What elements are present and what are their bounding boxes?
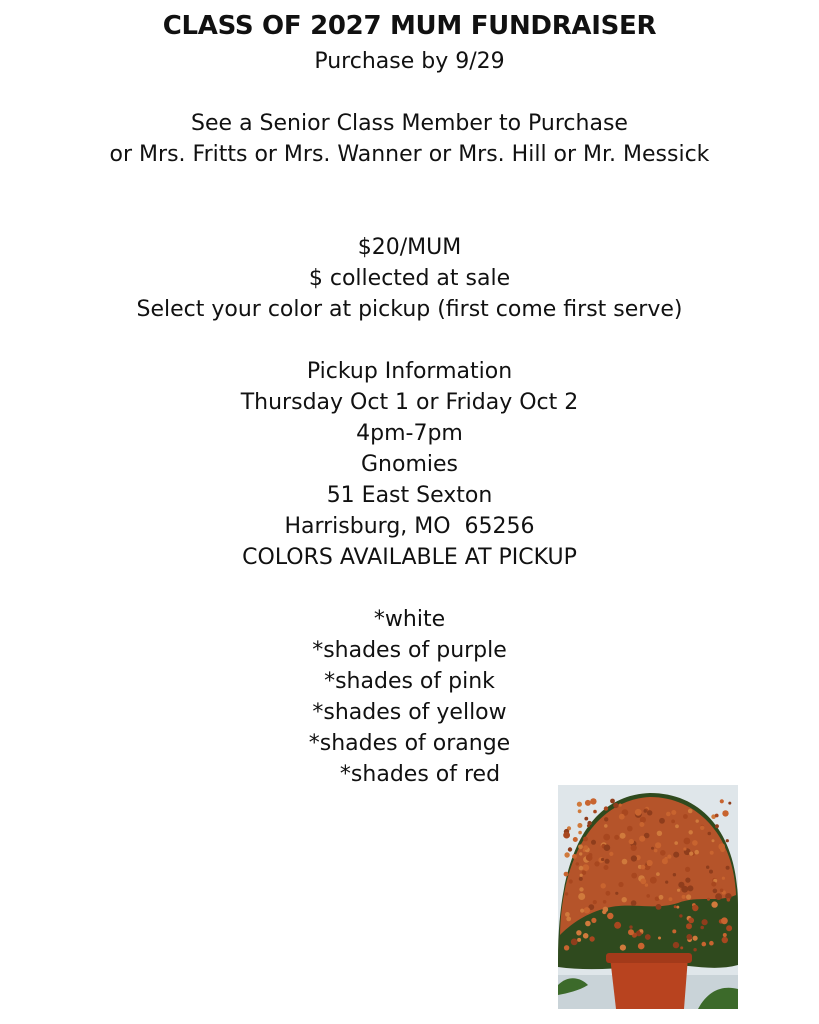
bloom-dot [645,934,651,940]
bloom-dot [639,822,644,827]
pot-rim [606,953,692,963]
bloom-dot [573,837,578,842]
bloom-dot [591,918,596,923]
bloom-dot [728,802,731,805]
bloom-dot [685,878,690,883]
bloom-dot [615,892,618,895]
bloom-dot [665,881,668,884]
bloom-dot [577,823,582,828]
flyer-title: CLASS OF 2027 MUM FUNDRAISER [162,11,657,41]
bloom-dot [671,820,675,824]
bloom-dot [640,817,646,823]
bloom-dot [585,800,591,806]
bloom-dot [590,798,596,804]
bloom-dot [627,826,633,832]
bloom-dot [580,874,583,877]
color-item: *shades of yellow [312,700,507,725]
bloom-dot [638,943,645,950]
bloom-dot [688,809,693,814]
bloom-dot [640,878,646,884]
bloom-dot [696,819,699,822]
contact-line-2: or Mrs. Fritts or Mrs. Wanner or Mrs. Hill or Mr. Messick [109,142,710,167]
bloom-dot [622,859,628,865]
bloom-dot [587,821,591,825]
bloom-dot [603,900,607,904]
bloom-dot [589,936,594,941]
bloom-dot [722,810,728,816]
bloom-dot [604,844,611,851]
bloom-dot [631,855,637,861]
bloom-dot [674,905,677,908]
bloom-dot [610,799,615,804]
bloom-dot [604,824,608,828]
bloom-dot [712,839,715,842]
bloom-dot [635,809,642,816]
bloom-dot [579,877,583,881]
flower-pot [610,957,688,1009]
bloom-dot [673,852,679,858]
bloom-dot [640,929,643,932]
bloom-dot [702,919,708,925]
pickup-time: 4pm-7pm [356,421,463,446]
bloom-dot [722,877,725,880]
bloom-dot [666,812,671,817]
bloom-dot [564,945,569,950]
bloom-dot [583,933,589,939]
bloom-dot [613,803,618,808]
bloom-dot [721,917,728,924]
bloom-dot [673,873,676,876]
bloom-dot [629,925,632,928]
bloom-dot [722,937,728,943]
bloom-dot [604,817,608,821]
bloom-dot [676,906,679,909]
bloom-dot [702,942,707,947]
bloom-dot [578,844,583,849]
bloom-dot [708,832,712,836]
bloom-dot [644,809,647,812]
color-item: *shades of pink [324,669,495,694]
bloom-dot [647,810,652,815]
bloom-dot [582,864,589,871]
bloom-dot [579,852,582,855]
bloom-dot [660,850,666,856]
bloom-dot [710,851,714,855]
color-item: *shades of purple [312,638,507,663]
bloom-dot [709,870,713,874]
bloom-dot [578,809,582,813]
bloom-dot [658,937,661,940]
bloom-dot [677,889,680,892]
bloom-dot [614,922,621,929]
bloom-dot [578,831,582,835]
bloom-dot [674,841,678,845]
bloom-dot [711,882,716,887]
bloom-dot [569,879,573,883]
bloom-dot [618,882,623,887]
colors-heading: COLORS AVAILABLE AT PICKUP [242,545,577,570]
color-item: *shades of red [318,762,501,787]
bloom-dot [593,900,597,904]
bloom-dot [692,840,698,846]
bloom-dot [578,893,585,900]
bloom-dot [579,866,584,871]
bloom-dot [720,889,724,893]
bloom-dot [579,887,583,891]
bloom-dot [694,850,699,855]
bloom-dot [659,895,664,900]
bloom-dot [620,833,626,839]
bloom-dot [687,885,693,891]
price: $20/MUM [357,235,462,260]
bloom-dot [631,845,637,851]
bloom-dot [563,832,570,839]
bloom-dot [684,838,691,845]
bloom-dot [709,941,714,946]
mum-photo [558,785,738,1009]
bloom-dot [679,914,682,917]
bloom-dot [566,917,571,922]
bloom-dot [631,873,637,879]
bloom-dot [601,883,606,888]
bloom-dot [706,866,709,869]
bloom-dot [564,872,569,877]
bloom-dot [576,930,581,935]
bloom-dot [646,894,650,898]
pickup-heading: Pickup Information [306,359,513,384]
bloom-dot [564,852,569,857]
contact-line-1: See a Senior Class Member to Purchase [191,111,628,136]
bloom-dot [655,842,661,848]
bloom-dot [628,929,634,935]
bloom-dot [604,806,608,810]
bloom-dot [577,938,581,942]
bloom-dot [605,859,610,864]
bloom-dot [720,799,724,803]
bloom-dot [686,894,691,899]
bloom-dot [594,861,599,866]
bloom-dot [685,867,690,872]
bloom-dot [692,905,698,911]
bloom-dot [700,826,704,830]
bloom-dot [583,845,588,850]
bloom-dot [664,857,667,860]
bloom-dot [678,882,684,888]
bloom-dot [565,892,568,895]
pickup-city: Harrisburg, MO 65256 [284,514,535,539]
bloom-dot [565,912,570,917]
bloom-dot [645,883,648,886]
color-item: *shades of orange [308,731,511,756]
bloom-dot [700,926,704,930]
bloom-dot [726,866,730,870]
bloom-dot [641,865,646,870]
bloom-dot [604,865,609,870]
bloom-dot [603,834,610,841]
bloom-dot [631,900,637,906]
pickup-place: Gnomies [361,452,458,477]
bloom-dot [571,939,578,946]
bloom-dot [683,814,688,819]
bloom-dot [585,921,591,927]
bloom-dot [576,862,579,865]
bloom-dot [568,847,572,851]
bloom-dot [593,810,597,814]
bloom-dot [689,830,693,834]
bloom-dot [718,843,725,850]
bloom-dot [584,817,588,821]
bloom-dot [713,889,718,894]
bloom-dot [688,918,694,924]
bloom-dot [672,929,676,933]
bloom-dot [629,839,634,844]
bloom-dot [606,891,611,896]
bloom-dot [577,802,582,807]
bloom-dot [656,904,662,910]
bloom-dot [715,824,719,828]
pickup-dates: Thursday Oct 1 or Friday Oct 2 [240,390,579,415]
bloom-dot [588,853,592,857]
bloom-dot [609,852,613,856]
bloom-dot [622,897,627,902]
bloom-dot [651,847,654,850]
bloom-dot [620,945,626,951]
bloom-dot [619,804,622,807]
bloom-dot [619,814,625,820]
bloom-dot [667,855,671,859]
bloom-dot [647,860,653,866]
payment-note: $ collected at sale [308,266,511,291]
bloom-dot [639,836,645,842]
bloom-dot [686,934,692,940]
bloom-dot [715,814,719,818]
bloom-dot [669,897,673,901]
bloom-dot [682,895,686,899]
bloom-dot [603,907,609,913]
bloom-dot [671,810,676,815]
bloom-dot [673,942,679,948]
bloom-dot [686,923,692,929]
pickup-street: 51 East Sexton [326,483,493,508]
bloom-dot [715,893,722,900]
bloom-dot [583,837,588,842]
color-selection-note: Select your color at pickup (first come first serve) [136,297,683,322]
bloom-dot [650,877,657,884]
bloom-dot [601,858,604,861]
bloom-dot [656,872,660,876]
purchase-deadline: Purchase by 9/29 [314,49,505,74]
bloom-dot [711,901,717,907]
bloom-dot [727,898,731,902]
bloom-dot [689,852,693,856]
bloom-dot [693,948,696,951]
bloom-dot [580,909,584,913]
bloom-dot [591,840,596,845]
bloom-dot [572,854,577,859]
bloom-dot [607,913,613,919]
bloom-dot [683,847,686,850]
potted-mum-image [558,785,738,1009]
bloom-dot [657,831,662,836]
bloom-dot [654,849,658,853]
bloom-dot [675,824,679,828]
bloom-dot [726,839,729,842]
bloom-dot [723,933,727,937]
bloom-dot [614,835,619,840]
bloom-dot [693,936,698,941]
bloom-dot [707,898,710,901]
bloom-dot [726,925,732,931]
bloom-dot [584,907,590,913]
bloom-dot [659,818,665,824]
bloom-dot [680,946,683,949]
color-item: *white [373,607,446,632]
